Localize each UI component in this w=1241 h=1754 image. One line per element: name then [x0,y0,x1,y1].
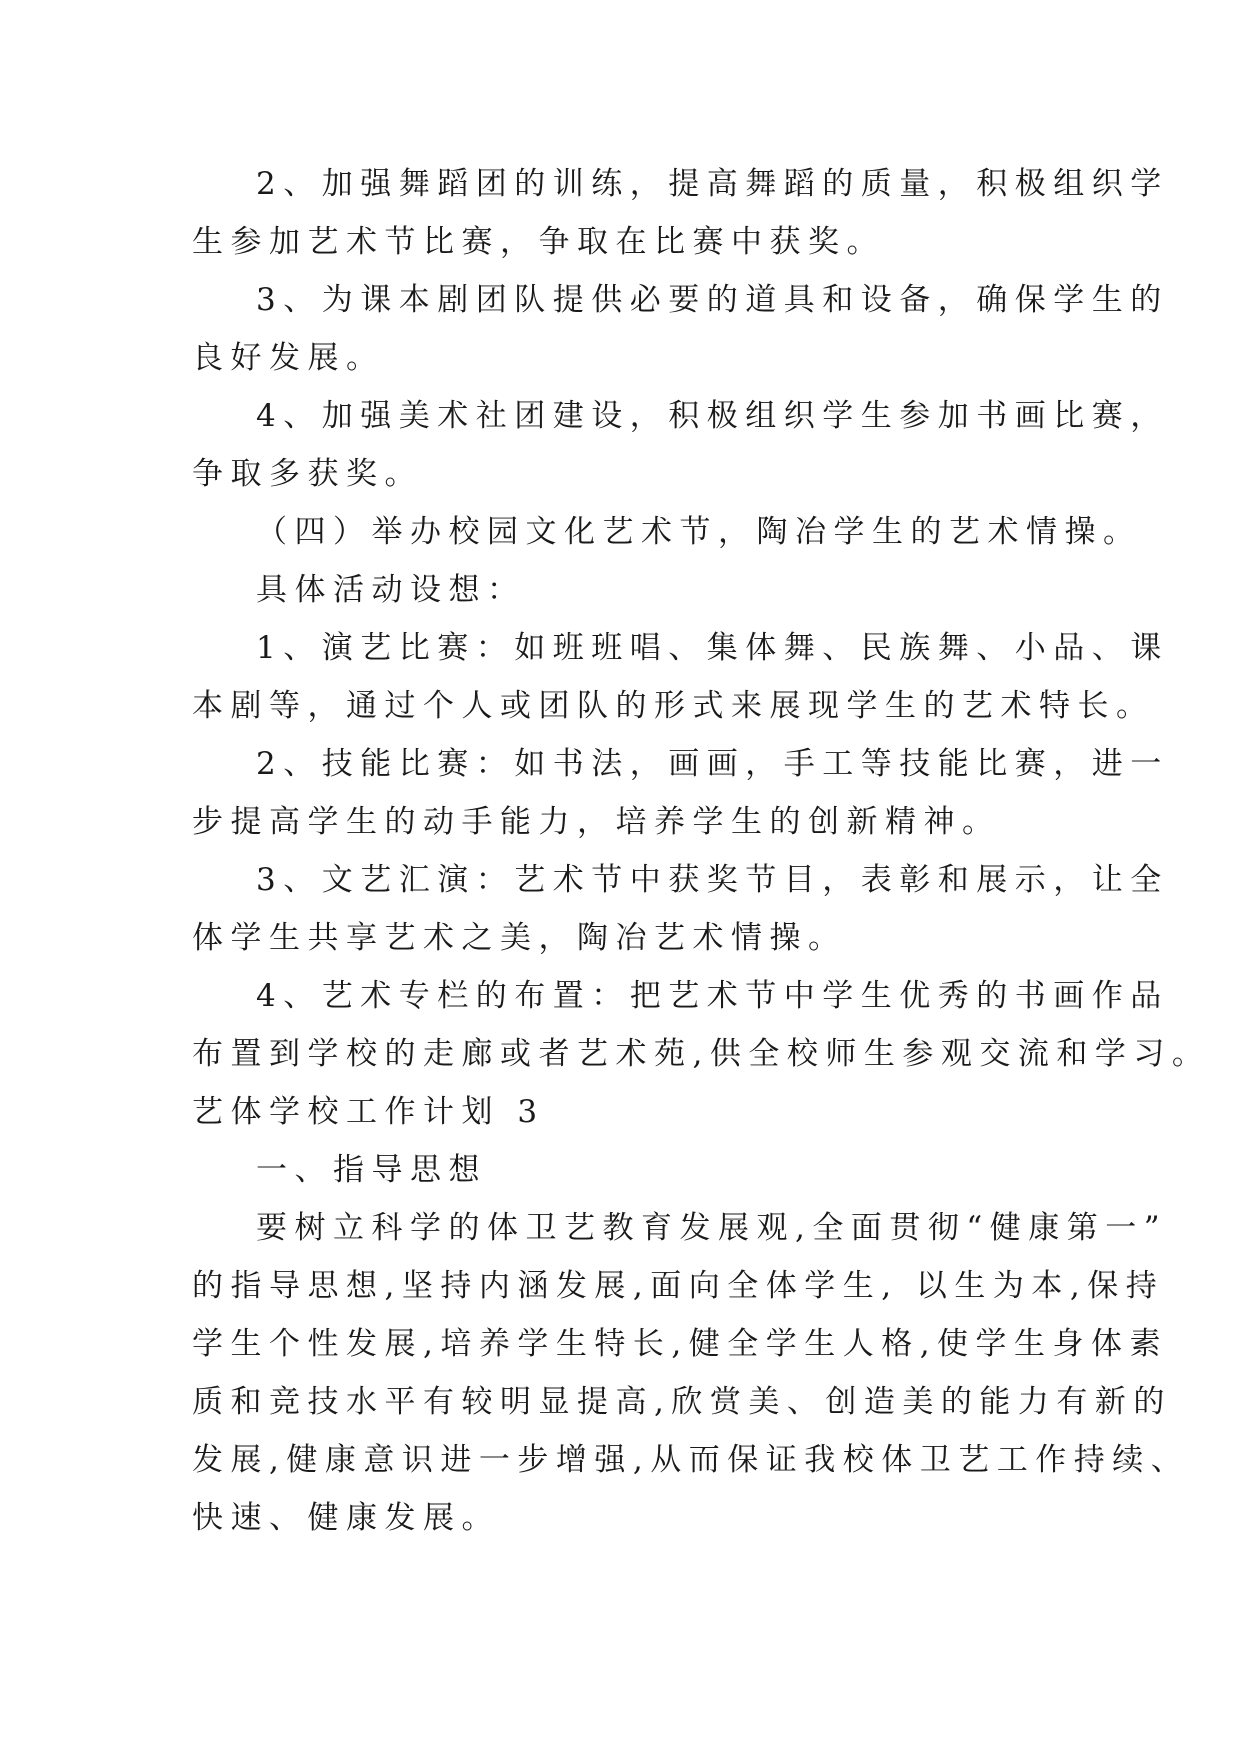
text-line: 要树立科学的体卫艺教育发展观,全面贯彻“健康第一” [256,1210,1168,1246]
text-line: 发展,健康意识进一步增强,从而保证我校体卫艺工作持续、 [192,1442,1190,1478]
text-line: 1、演艺比赛：如班班唱、集体舞、民族舞、小品、课 [256,630,1169,666]
text-line: 4、加强美术社团建设，积极组织学生参加书画比赛， [256,398,1169,434]
text-line: 质和竞技水平有较明显提高,欣赏美、创造美的能力有新的 [192,1384,1172,1420]
text-line: 的指导思想,坚持内涵发展,面向全体学生, 以生为本,保持 [192,1268,1165,1304]
section-heading: 一、指导思想 [256,1152,487,1188]
text-line: 良好发展。 [192,340,385,376]
text-line: 布置到学校的走廊或者艺术苑,供全校师生参观交流和学习。 [192,1036,1211,1072]
text-line: 具体活动设想： [256,572,526,608]
text-line: 3、文艺汇演：艺术节中获奖节目，表彰和展示，让全 [256,862,1169,898]
text-line: 步提高学生的动手能力，培养学生的创新精神。 [192,804,1001,840]
document-title: 艺体学校工作计划 3 [192,1094,545,1130]
text-line: 体学生共享艺术之美，陶冶艺术情操。 [192,920,847,956]
section-heading: （四）举办校园文化艺术节，陶冶学生的艺术情操。 [256,514,1142,550]
text-line: 生参加艺术节比赛，争取在比赛中获奖。 [192,224,885,260]
text-line: 快速、健康发展。 [192,1500,500,1536]
text-line: 3、为课本剧团队提供必要的道具和设备，确保学生的 [256,282,1169,318]
text-line: 4、艺术专栏的布置：把艺术节中学生优秀的书画作品 [256,978,1169,1014]
text-line: 本剧等，通过个人或团队的形式来展现学生的艺术特长。 [192,688,1155,724]
text-line: 2、加强舞蹈团的训练，提高舞蹈的质量，积极组织学 [256,166,1169,202]
text-line: 2、技能比赛：如书法，画画，手工等技能比赛，进一 [256,746,1169,782]
document-page [192,155,1211,1547]
text-line: 争取多获奖。 [192,456,423,492]
text-line: 学生个性发展,培养学生特长,健全学生人格,使学生身体素 [192,1326,1169,1362]
